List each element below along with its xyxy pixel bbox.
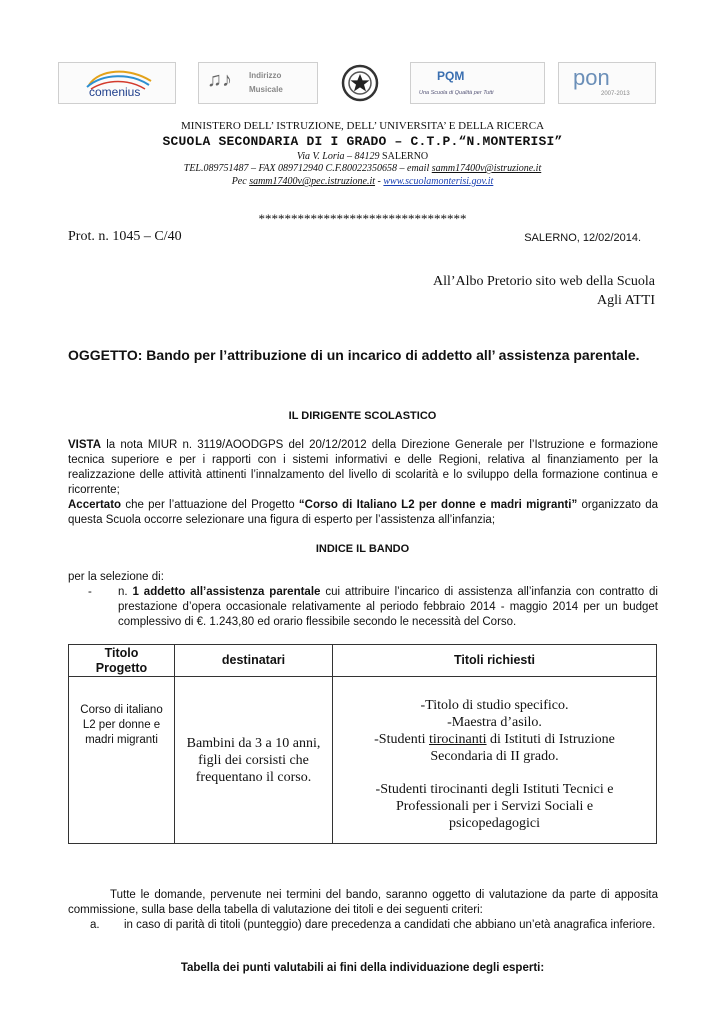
address-city: SALERNO [379, 151, 429, 162]
tutte-paragraph: Tutte le domande, pervenute nei termini del bando, saranno oggetto di valutazione da parte di apposita commissione, sulla base della tabella di valutazione dei titoli e dei seguenti criteri: [68, 889, 658, 916]
header-titoli-richiesti: Titoli richiesti [333, 645, 657, 677]
school-address [0, 151, 725, 162]
musicale-line1: Indirizzo [249, 71, 282, 80]
pec-separator: - [375, 176, 384, 187]
email-link[interactable]: samm17400v@istruzione.it [431, 163, 542, 174]
accertato-paragraph [68, 498, 658, 528]
vista-text: la nota MIUR n. 3119/AOODGPS del 20/12/2012 della Direzione Generale per l’Istruzione e formazione tecnica superiore e per i rapporti con i sistemi informativi e delle Regioni, relativa al finanziamento per la realizzazione delle attività attinenti l’innalzamento del livello di scolarità e lo sviluppo della formazione continua e ricorrente; [68, 439, 658, 496]
dirigente-heading: IL DIRIGENTE SCOLASTICO [288, 410, 437, 422]
school-pec-web [0, 176, 725, 187]
protocol-number: Prot. n. 1045 – C/40 [68, 229, 182, 244]
separator-stars: ******************************** [258, 211, 467, 226]
pec-email-link[interactable]: samm17400v@pec.istruzione.it [249, 176, 376, 187]
bullet-n-label: n. [118, 586, 133, 598]
recipient-albo: All’Albo Pretorio sito web della Scuola [432, 274, 655, 289]
tabella-heading: Tabella dei punti valutabili ai fini della individuazione degli esperti: [180, 962, 545, 974]
requirements-table [68, 644, 657, 844]
criterio-a-label: a. [90, 919, 100, 931]
pon-logo-text: pon [573, 65, 610, 90]
titolo-line2: -Maestra d’asilo. [447, 715, 542, 730]
ministry-heading: MINISTERO DELL’ ISTRUZIONE, DELL’ UNIVERSITA’ E DELLA RICERCA [180, 120, 545, 132]
school-contacts [0, 163, 725, 174]
table-header-row [69, 645, 657, 677]
pqm-logo-text: PQM [437, 69, 465, 83]
table-row [69, 677, 657, 844]
tel-fax-cf: TEL.089751487 – FAX 089712940 C.F.80022350658 – email [183, 163, 432, 174]
pec-label: Pec [231, 176, 250, 187]
star-emblem-icon [340, 62, 380, 104]
comenius-logo-text: comenius [89, 85, 141, 99]
titolo-line4: -Studenti tirocinanti degli Istituti Tecnici e Professionali per i Servizi Sociali e psicopedagogici [375, 782, 614, 831]
website-link[interactable]: www.scuolamonterisi.gov.it [383, 176, 494, 187]
header-destinatari: destinatari [175, 645, 333, 677]
accertato-text1: che per l’attuazione del Progetto [121, 499, 299, 511]
document-date: SALERNO, 12/02/2014. [524, 232, 641, 244]
selezione-text: per la selezione di: [68, 571, 164, 583]
recipients [433, 272, 655, 310]
school-name: SCUOLA SECONDARIA DI I GRADO – C.T.P.“N.MONTERISI” [162, 134, 563, 149]
italian-republic-emblem [340, 62, 380, 104]
pon-logo-years: 2007-2013 [601, 91, 630, 97]
recipient-atti: Agli ATTI [597, 293, 655, 308]
header-titolo-progetto: Titolo Progetto [69, 645, 175, 677]
bullet-n-bold: 1 addetto all’assistenza parentale [132, 586, 321, 598]
accertato-lead: Accertato [68, 499, 122, 511]
cell-project: Corso di italiano L2 per donne e madri migranti [69, 677, 175, 844]
comenius-logo [58, 62, 176, 104]
cell-destinatari: Bambini da 3 a 10 anni, figli dei corsisti che frequentano il corso. [175, 677, 333, 844]
vista-paragraph [68, 438, 658, 498]
titolo-line1: -Titolo di studio specifico. [420, 698, 569, 713]
criterio-a-text: in caso di parità di titoli (punteggio) dare precedenza a candidati che abbiano un’età anagrafica inferiore. [124, 919, 656, 931]
bullet-text [118, 585, 658, 630]
bullet-body: cui attribuire l’incarico di assistenza all’infanzia con contratto di prestazione d’opera occasionale relativamente al periodo febbraio 2014 - maggio 2014 per un budget complessivo di €. 1.243,80 ed orario flessibile secondo le necessità del Corso. [118, 586, 658, 628]
accertato-text2: organizzato da questa Scuola occorre selezionare una figura di esperto per l’assistenza all’infanzia; [68, 499, 659, 526]
subject-line: OGGETTO: Bando per l’attribuzione di un incarico di addetto all’ assistenza parentale. [68, 347, 640, 363]
pon-logo [558, 62, 656, 104]
musicale-line2: Musicale [249, 85, 283, 94]
pqm-logo-subtitle: Una Scuola di Qualità per Tutti [419, 90, 494, 96]
vista-lead: VISTA [68, 439, 102, 451]
indice-heading: INDICE IL BANDO [315, 543, 410, 555]
bullet-dash: - [88, 586, 92, 598]
indirizzo-musicale-logo [198, 62, 318, 104]
music-notes-icon: ♫♪ [207, 69, 232, 91]
pqm-logo [410, 62, 545, 104]
address-street: Via V. Loria – 84129 [296, 151, 380, 162]
titolo-line3: -Studenti tirocinanti di Istituti di Istruzione Secondaria di II grado. [374, 732, 615, 764]
cell-titoli [333, 677, 657, 844]
accertato-project: “Corso di Italiano L2 per donne e madri migranti” [298, 499, 578, 511]
logo-strip [58, 62, 658, 106]
